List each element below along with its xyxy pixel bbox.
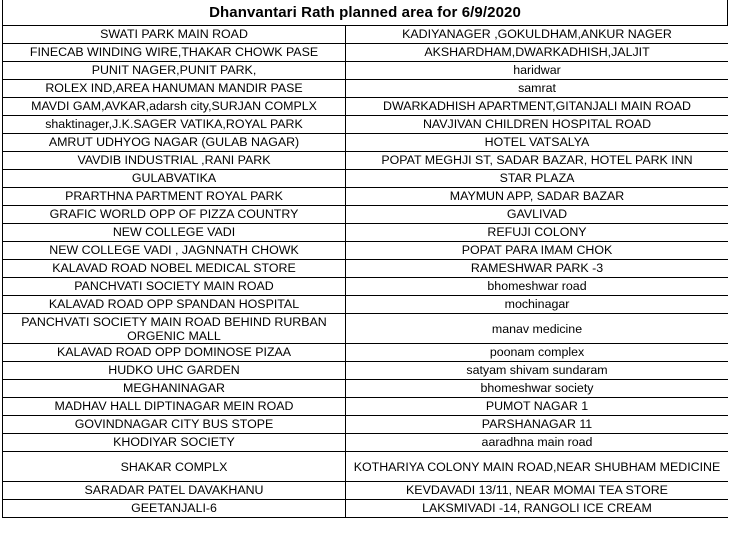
area-table [2,26,728,518]
table-row [3,26,729,44]
area-cell-left: PANCHVATI SOCIETY MAIN ROAD [3,278,346,296]
area-cell-right: bhomeshwar society [346,380,729,398]
table-row [3,416,729,434]
table-row [3,296,729,314]
area-cell-left: GRAFIC WORLD OPP OF PIZZA COUNTRY [3,206,346,224]
table-row [3,116,729,134]
table-row [3,452,729,482]
area-cell-left: shaktinager,J.K.SAGER VATIKA,ROYAL PARK [3,116,346,134]
area-cell-right: STAR PLAZA [346,170,729,188]
table-row [3,62,729,80]
area-cell-left: ROLEX IND,AREA HANUMAN MANDIR PASE [3,80,346,98]
area-cell-right: NAVJIVAN CHILDREN HOSPITAL ROAD [346,116,729,134]
area-cell-left: SWATI PARK MAIN ROAD [3,26,346,44]
table-row [3,380,729,398]
area-cell-right: samrat [346,80,729,98]
area-cell-left: KHODIYAR SOCIETY [3,434,346,452]
table-row [3,344,729,362]
area-cell-right: LAKSMIVADI -14, RANGOLI ICE CREAM [346,500,729,518]
area-cell-right: KEVDAVADI 13/11, NEAR MOMAI TEA STORE [346,482,729,500]
area-cell-left: MADHAV HALL DIPTINAGAR MEIN ROAD [3,398,346,416]
area-cell-left: GULABVATIKA [3,170,346,188]
area-cell-right: GAVLIVAD [346,206,729,224]
area-table-body [3,26,729,518]
area-cell-left: VAVDIB INDUSTRIAL ,RANI PARK [3,152,346,170]
area-cell-left: AMRUT UDHYOG NAGAR (GULAB NAGAR) [3,134,346,152]
area-cell-right: POPAT MEGHJI ST, SADAR BAZAR, HOTEL PARK INN [346,152,729,170]
area-cell-left: HUDKO UHC GARDEN [3,362,346,380]
area-cell-left: NEW COLLEGE VADI [3,224,346,242]
area-cell-left: KALAVAD ROAD OPP SPANDAN HOSPITAL [3,296,346,314]
area-cell-right: AKSHARDHAM,DWARKADHISH,JALJIT [346,44,729,62]
area-cell-left: PANCHVATI SOCIETY MAIN ROAD BEHIND RURBAN ORGENIC MALL [3,314,346,344]
area-cell-right: bhomeshwar road [346,278,729,296]
area-cell-right: PUMOT NAGAR 1 [346,398,729,416]
table-row [3,80,729,98]
area-cell-right: poonam complex [346,344,729,362]
table-row [3,134,729,152]
table-row [3,170,729,188]
table-row [3,434,729,452]
table-row [3,398,729,416]
area-cell-left: SARADAR PATEL DAVAKHANU [3,482,346,500]
area-cell-right: mochinagar [346,296,729,314]
area-cell-left: PUNIT NAGER,PUNIT PARK, [3,62,346,80]
table-row [3,500,729,518]
table-row [3,206,729,224]
table-row [3,260,729,278]
area-cell-right: KADIYANAGER ,GOKULDHAM,ANKUR NAGER [346,26,729,44]
area-cell-left: KALAVAD ROAD NOBEL MEDICAL STORE [3,260,346,278]
area-cell-right: POPAT PARA IMAM CHOK [346,242,729,260]
area-cell-left: PRARTHNA PARTMENT ROYAL PARK [3,188,346,206]
table-row [3,362,729,380]
table-row [3,242,729,260]
area-cell-left: MAVDI GAM,AVKAR,adarsh city,SURJAN COMPLX [3,98,346,116]
table-row [3,44,729,62]
area-cell-right: REFUJI COLONY [346,224,729,242]
area-cell-right: RAMESHWAR PARK -3 [346,260,729,278]
table-row [3,224,729,242]
table-row [3,152,729,170]
area-cell-right: KOTHARIYA COLONY MAIN ROAD,NEAR SHUBHAM MEDICINE [346,452,729,482]
area-cell-right: manav medicine [346,314,729,344]
area-cell-right: HOTEL VATSALYA [346,134,729,152]
area-cell-right: PARSHANAGAR 11 [346,416,729,434]
area-cell-right: haridwar [346,62,729,80]
table-row [3,188,729,206]
sheet-title: Dhanvantari Rath planned area for 6/9/2020 [2,0,728,26]
table-row [3,98,729,116]
area-cell-left: NEW COLLEGE VADI , JAGNNATH CHOWK [3,242,346,260]
area-cell-right: MAYMUN APP, SADAR BAZAR [346,188,729,206]
area-sheet [2,0,728,548]
area-cell-right: aaradhna main road [346,434,729,452]
table-row [3,314,729,344]
area-cell-left: FINECAB WINDING WIRE,THAKAR CHOWK PASE [3,44,346,62]
table-row [3,482,729,500]
area-cell-left: SHAKAR COMPLX [3,452,346,482]
area-cell-left: MEGHANINAGAR [3,380,346,398]
area-cell-left: GOVINDNAGAR CITY BUS STOPE [3,416,346,434]
area-cell-right: DWARKADHISH APARTMENT,GITANJALI MAIN ROAD [346,98,729,116]
area-cell-left: GEETANJALI-6 [3,500,346,518]
area-cell-left: KALAVAD ROAD OPP DOMINOSE PIZAA [3,344,346,362]
area-cell-right: satyam shivam sundaram [346,362,729,380]
table-row [3,278,729,296]
